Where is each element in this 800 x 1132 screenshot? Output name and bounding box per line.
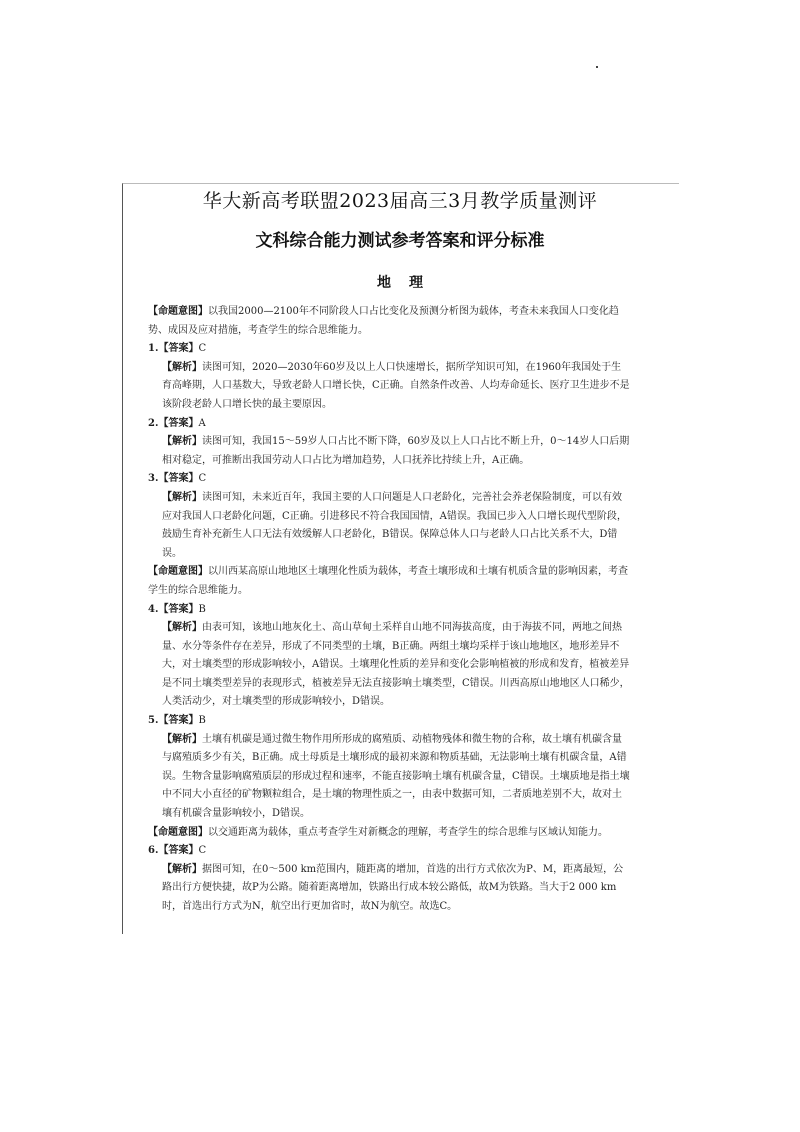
intent-tag: 【命题意图】	[148, 826, 208, 838]
analysis-tag: 【解析】	[162, 733, 202, 745]
analysis-text: 据图可知，在0～500 km范围内，随距离的增加，首选的出行方式依次为P、M，距离最短，公路出行方便快捷，故P为公路。随着距离增加，铁路出行成本较公路低，故M为铁路。当大于2 000 km时，首选出行方式为N，航空出行更加省时，故N为航空。故选C。	[162, 863, 624, 912]
analysis-block	[148, 359, 630, 415]
analysis-tag: 【解析】	[162, 622, 202, 634]
analysis-block	[148, 731, 630, 824]
analysis-block	[148, 489, 630, 563]
answer-value: C	[198, 343, 207, 355]
answer-value: B	[198, 603, 206, 615]
answer-tag: 3.【答案】	[148, 473, 199, 485]
analysis-tag: 【解析】	[162, 863, 202, 875]
intent-tag: 【命题意图】	[148, 306, 208, 317]
answer-tag: 2.【答案】	[148, 417, 199, 429]
intent-block	[148, 563, 630, 600]
answer-value: A	[198, 417, 206, 429]
analysis-tag: 【解析】	[162, 436, 202, 448]
intent-block	[148, 824, 630, 843]
answer-value: C	[198, 473, 207, 485]
intent-text: 以交通距离为载体，重点考查学生对新概念的理解，考查学生的综合思维与区域认知能力。	[208, 826, 608, 838]
document-subtitle: 文科综合能力测试参考答案和评分标准	[255, 231, 545, 251]
answer-content	[148, 303, 630, 917]
document-title: 华大新高考联盟2023届高三3月教学质量测评	[202, 190, 598, 212]
answer-tag: 1.【答案】	[148, 343, 199, 355]
answer-line	[148, 712, 630, 731]
answer-line	[148, 470, 630, 489]
answer-line	[148, 415, 630, 434]
analysis-text: 读图可知，2020—2030年60岁及以上人口快速增长，据所学知识可知，在1960年我国处于生育高峰期，人口基数大，导致老龄人口增长快，C正确。自然条件改善、人均寿命延长、医疗卫生进步不是该阶段老龄人口增长快的最主要原因。	[162, 361, 630, 410]
intent-text: 以川西某高原山地地区土壤理化性质为载体，考查土壤形成和土壤有机质含量的影响因素，考查学生的综合思维能力。	[148, 566, 628, 596]
analysis-text: 读图可知，未来近百年，我国主要的人口问题是人口老龄化，完善社会养老保险制度，可以有效应对我国人口老龄化问题，C正确。引进移民不符合我国国情，A错误。我国已步入人口增长现代型阶段，鼓励生育补充新生人口无法有效缓解人口老龄化，B错误。保障总体人口与老龄人口占比关系不大，D错误。	[162, 491, 627, 559]
intent-tag: 【命题意图】	[148, 566, 208, 578]
answer-line	[148, 601, 630, 620]
analysis-block	[148, 861, 630, 917]
analysis-tag: 【解析】	[162, 491, 202, 503]
analysis-tag: 【解析】	[162, 361, 202, 373]
answer-tag: 4.【答案】	[148, 603, 199, 615]
answer-tag: 5.【答案】	[148, 715, 199, 727]
analysis-text: 由表可知，该地山地灰化土、高山草甸土采样自山地不同海拔高度，由于海拔不同，两地之间热量、水分等条件存在差异，形成了不同类型的土壤，B正确。两组土壤均采样于该山地地区，地形差异不大，对土壤类型的形成影响较小，A错误。土壤理化性质的差异和变化会影响植被的形成和发育，植被差异是不同土壤类型差异的表现形式，植被差异无法直接影响土壤类型，C错误。川西高原山地地区人口稀少，人类活动少，对土壤类型的形成影响较小，D错误。	[162, 622, 630, 708]
analysis-text: 读图可知，我国15～59岁人口占比不断下降，60岁及以上人口占比不断上升，0～14岁人口后期相对稳定，可推断出我国劳动人口占比为增加趋势，人口抚养比持续上升，A正确。	[162, 436, 630, 466]
scan-speck	[596, 66, 598, 68]
analysis-text: 土壤有机碳是通过微生物作用所形成的腐殖质、动植物残体和微生物的合称，故土壤有机碳含量与腐殖质多少有关，B正确。成土母质是土壤形成的最初来源和物质基础，无法影响土壤有机碳含量，A错误。生物含量影响腐殖质层的形成过程和速率，不能直接影响土壤有机碳含量，C错误。土壤质地是指土壤中不同大小直径的矿物颗粒组合，是土壤的物理性质之一，由表中数据可知，二者质地差别不大，故对土壤有机碳含量影响较小，D错误。	[162, 733, 630, 820]
answer-line	[148, 842, 630, 861]
analysis-block	[148, 433, 630, 470]
intent-text: 以我国2000—2100年不同阶段人口占比变化及预测分析图为载体，考查未来我国人口变化趋势、成因及应对措施，考查学生的综合思维能力。	[148, 306, 619, 336]
intent-block	[148, 303, 630, 340]
answer-value: C	[198, 845, 207, 857]
answer-line	[148, 340, 630, 359]
answer-tag: 6.【答案】	[148, 845, 199, 857]
answer-value: B	[198, 715, 206, 727]
subject-heading: 地理	[377, 275, 441, 291]
analysis-block	[148, 619, 630, 712]
